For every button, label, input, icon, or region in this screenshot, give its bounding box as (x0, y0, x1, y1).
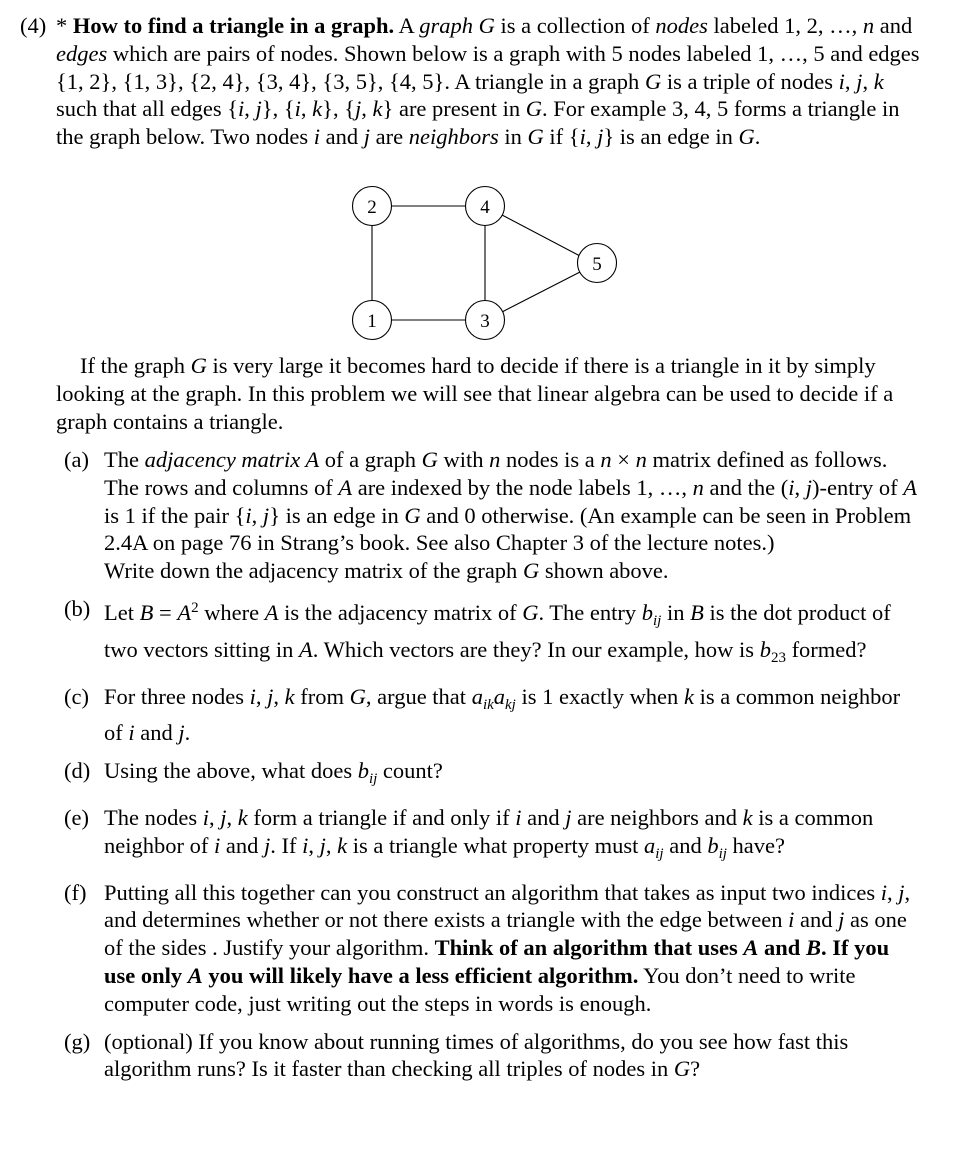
part-e (64, 804, 924, 869)
node-4-label: 4 (480, 197, 490, 218)
graph-svg (340, 184, 630, 334)
motivation-paragraph (56, 352, 926, 435)
part-label: (b) (64, 595, 91, 621)
problem-intro-text: A graph G is a collection of nodes labeled 1, 2, …, n and edges which are pairs of nodes. Shown below is a graph with 5 nodes labeled 1, …, 5 and edges {1, 2}, {1, 3}, {2, 4}, {3, 4}, {3, 5}, {4, 5}. A triangle in a graph G is a triple of nodes i, j, k such that all edges {i, j}, {i, k}, {j, k} are present in G. For example 3, 4, 5 forms a triangle in the graph below. Two nodes i and j are neighbors in G if {i, j} is an edge in G. (56, 13, 920, 150)
part-d (64, 757, 924, 794)
part-text: Let $B = A^2$ where A is the adjacency matrix of G. The entry $b_{ij}$ in B is the dot product of two vectors sitting in A. Which vectors are they? In our example, how is $b_{23}$ formed? (104, 599, 891, 666)
part-text: For three nodes i, j, k from G, argue that $a_{ik}a_{kj}$ is 1 exactly when k is a common neighbor of i and j. (104, 683, 901, 746)
part-text: Putting all this together can you construct an algorithm that takes as input two indices i, j, and determines whether or not there exists a triangle with the edge between i and j as one of the sides . Justify your algorithm. Think of an algorithm that uses A and B. If you use only A you will likely have a less efficient algorithm. You don’t need to write computer code, just writing out the steps in words is enough. (104, 879, 911, 1016)
part-label: (d) (64, 758, 91, 784)
part-c (64, 683, 924, 748)
part-text: The adjacency matrix A of a graph G with n nodes is a n × n matrix defined as follows. The rows and columns of A are indexed by the node labels 1, …, n and the (i, j)-entry of A is 1 if the pair {i, j} is an edge in G and 0 otherwise. (An example can be seen in Problem 2.4A on page 76 in Strang’s book. See also Chapter 3 of the lecture notes.) Write down the adjacency matrix of the graph G shown above. (104, 447, 917, 584)
problem-intro (20, 12, 920, 151)
node-1-label: 1 (367, 311, 377, 332)
node-2 (353, 187, 392, 226)
part-label: (c) (64, 683, 89, 709)
node-1 (353, 301, 392, 340)
part-f (64, 879, 924, 1018)
edge-4-5 (502, 215, 580, 256)
problem-title: How to find a triangle in a graph. (72, 13, 395, 38)
motivation-text: If the graph G is very large it becomes hard to decide if there is a triangle in it by simply looking at the graph. In this problem we will see that linear algebra can be used to decide if a graph contains a triangle. (56, 353, 894, 434)
edge-3-5 (502, 272, 580, 312)
node-5 (578, 244, 617, 283)
node-4 (466, 187, 505, 226)
part-text: (optional) If you know about running times of algorithms, do you see how fast this algorithm runs? Is it faster than checking all triples of nodes in G? (104, 1028, 849, 1082)
part-text: The nodes i, j, k form a triangle if and only if i and j are neighbors and k is a common neighbor of i and j. If i, j, k is a triangle what property must $a_{ij}$ and $b_{ij}$ have? (104, 804, 874, 862)
part-g (64, 1028, 924, 1084)
problem-star: * (56, 13, 68, 38)
part-label: (e) (64, 804, 89, 830)
node-3 (466, 301, 505, 340)
part-b (64, 595, 924, 673)
node-2-label: 2 (367, 197, 377, 218)
node-3-label: 3 (480, 311, 490, 332)
part-label: (a) (64, 447, 89, 472)
graph-figure (340, 184, 630, 334)
part-label: (f) (64, 879, 87, 905)
parts-list (64, 446, 924, 1093)
problem-number: (4) (20, 13, 47, 38)
part-text: Using the above, what does $b_{ij}$ count? (104, 758, 443, 788)
part-label: (g) (64, 1028, 91, 1054)
part-a (64, 446, 924, 585)
node-5-label: 5 (592, 254, 602, 275)
